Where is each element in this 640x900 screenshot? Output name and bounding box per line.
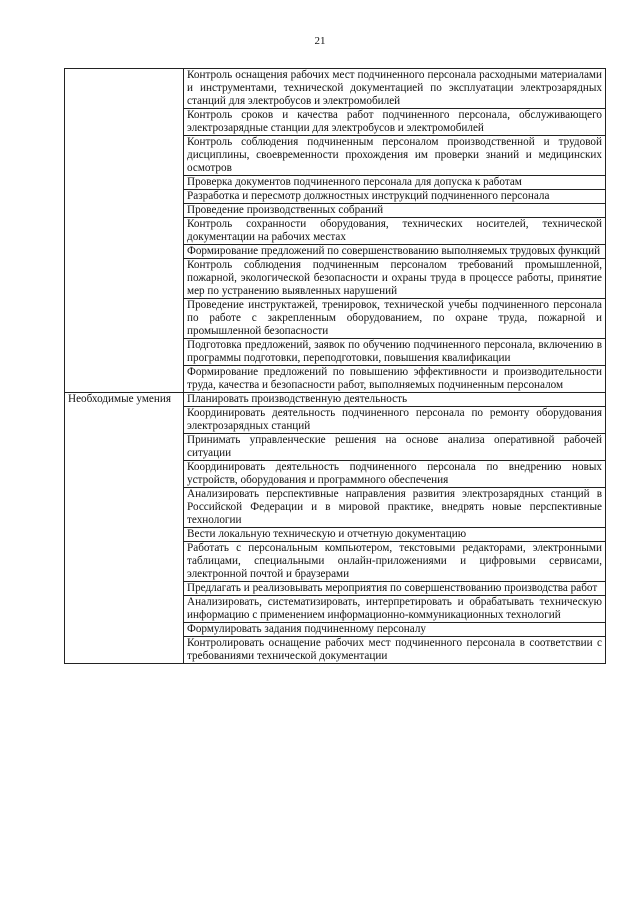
table-cell-text: Формирование предложений по совершенствованию выполняемых трудовых функций [184, 245, 606, 259]
table-cell-text: Анализировать перспективные направления развития электрозарядных станций в Российской Федерации и в мировой практике, внедрять новые перспективные технологии [184, 488, 606, 528]
table-cell-text: Анализировать, систематизировать, интерпретировать и обрабатывать техническую информацию с применением информационно-коммуникационных технологий [184, 596, 606, 623]
table-cell-text: Контроль оснащения рабочих мест подчиненного персонала расходными материалами и инструментами, технической документацией по эксплуатации электрозарядных станций для электробусов и электромобилей [184, 69, 606, 109]
table-cell-text: Подготовка предложений, заявок по обучению подчиненного персонала, включению в программы подготовки, переподготовки, повышения квалификации [184, 339, 606, 366]
table-cell-text: Контроль сохранности оборудования, технических носителей, технической документации на рабочих местах [184, 218, 606, 245]
page-number: 21 [314, 35, 326, 47]
table-cell-text: Формулировать задания подчиненному персоналу [184, 623, 606, 637]
table-cell-text: Контролировать оснащение рабочих мест подчиненного персонала в соответствии с требованиями технической документации [184, 637, 606, 664]
table-cell-text: Планировать производственную деятельность [184, 393, 606, 407]
table-cell-text: Предлагать и реализовывать мероприятия по совершенствованию производства работ [184, 582, 606, 596]
table-cell-text: Принимать управленческие решения на основе анализа оперативной рабочей ситуации [184, 434, 606, 461]
section-label [65, 69, 184, 393]
table-cell-text: Работать с персональным компьютером, текстовыми редакторами, электронными таблицами, специальными онлайн-приложениями и цифровыми сервисами, электронной почтой и браузерами [184, 542, 606, 582]
table-cell-text: Координировать деятельность подчиненного персонала по ремонту оборудования электрозарядных станций [184, 407, 606, 434]
table-cell-text: Проверка документов подчиненного персонала для допуска к работам [184, 176, 606, 190]
table-row [65, 69, 606, 109]
table-row [65, 393, 606, 407]
requirements-table [64, 68, 606, 664]
section-label: Необходимые умения [65, 393, 184, 664]
table-cell-text: Проведение производственных собраний [184, 204, 606, 218]
table-cell-text: Формирование предложений по повышению эффективности и производительности труда, качества и безопасности работ, выполняемых подчиненным персоналом [184, 366, 606, 393]
table-cell-text: Контроль соблюдения подчиненным персоналом требований промышленной, пожарной, экологической безопасности и охраны труда в процессе работы, принятие мер по устранению выявленных нарушений [184, 259, 606, 299]
table-cell-text: Координировать деятельность подчиненного персонала по внедрению новых устройств, оборудования и программного обеспечения [184, 461, 606, 488]
table-cell-text: Разработка и пересмотр должностных инструкций подчиненного персонала [184, 190, 606, 204]
table-cell-text: Контроль сроков и качества работ подчиненного персонала, обслуживающего электрозарядные станции для электробусов и электромобилей [184, 109, 606, 136]
table-cell-text: Вести локальную техническую и отчетную документацию [184, 528, 606, 542]
table-cell-text: Проведение инструктажей, тренировок, технической учебы подчиненного персонала по работе с закрепленным оборудованием, по охране труда, пожарной и промышленной безопасности [184, 299, 606, 339]
table-cell-text: Контроль соблюдения подчиненным персоналом производственной и трудовой дисциплины, своевременности прохождения им проверки знаний и медицинских осмотров [184, 136, 606, 176]
